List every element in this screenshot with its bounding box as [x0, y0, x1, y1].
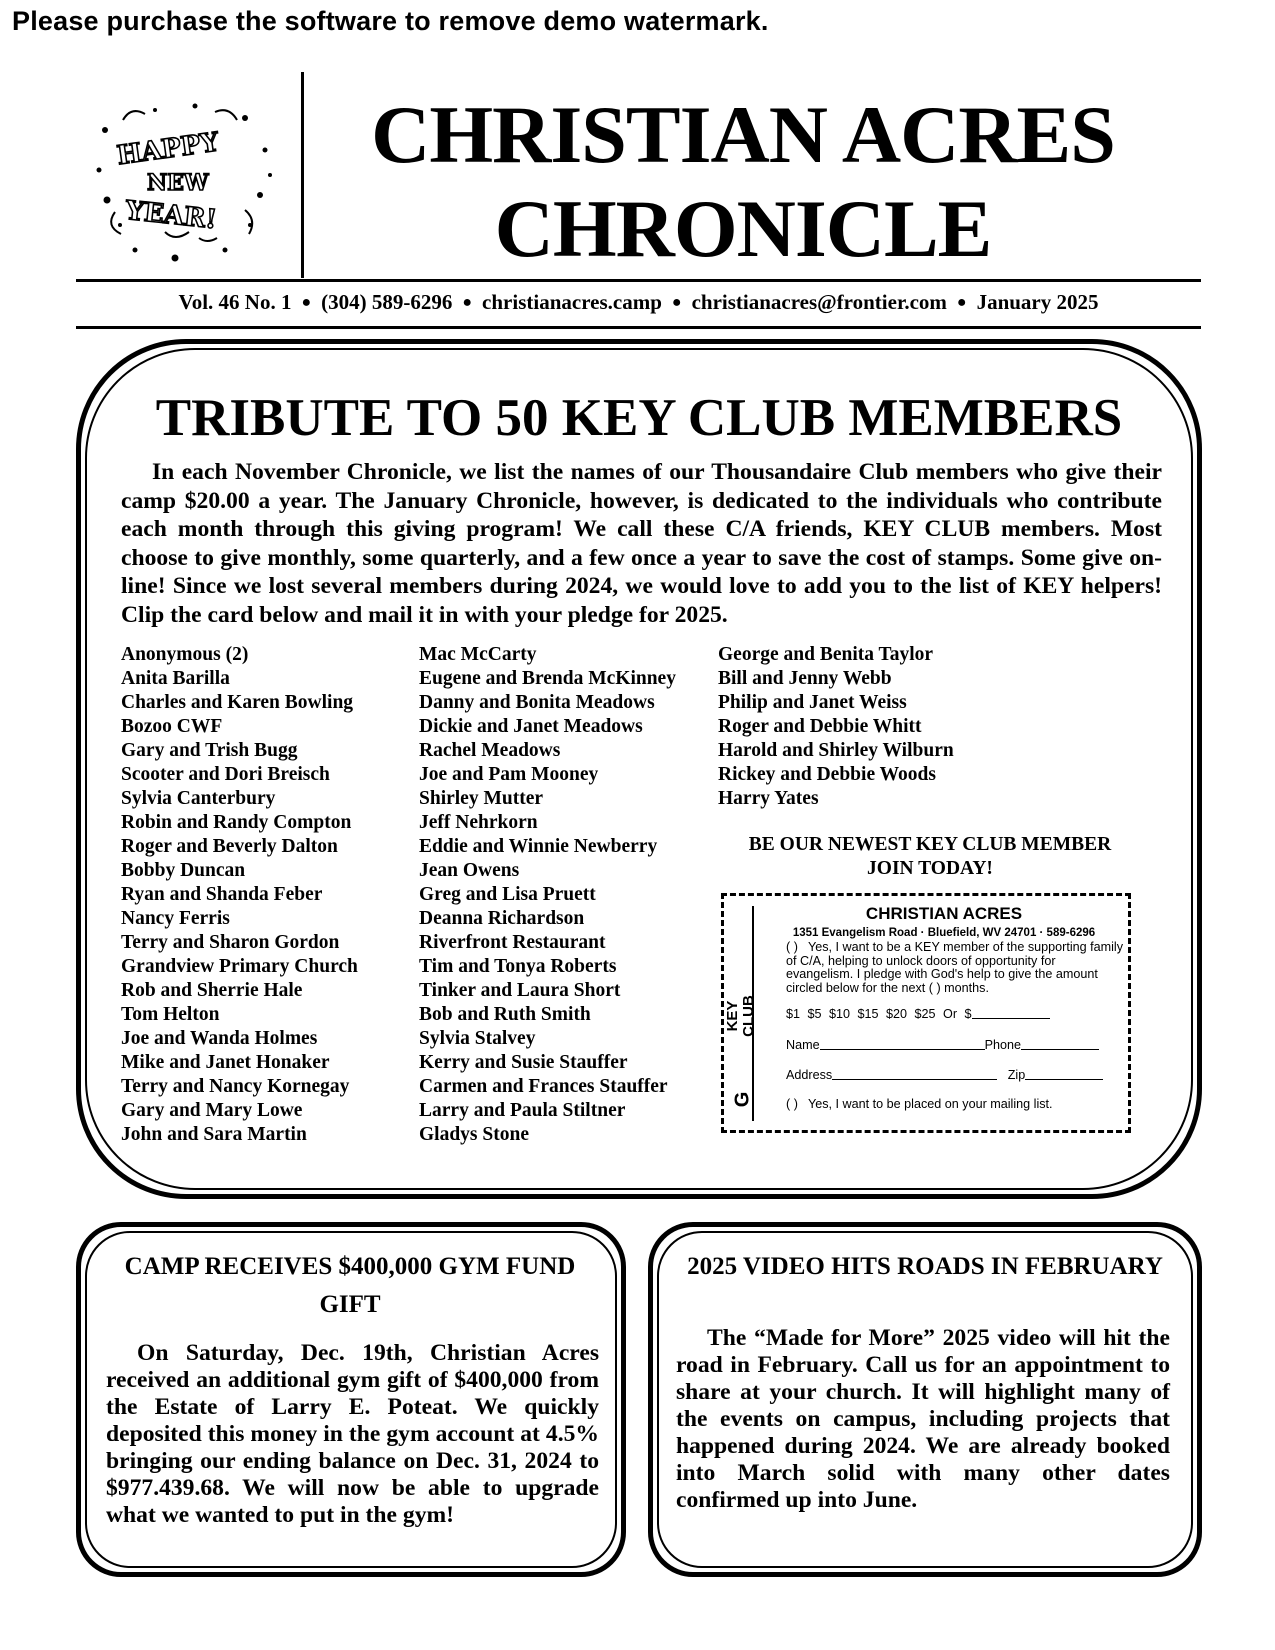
member-name: Carmen and Frances Stauffer	[419, 1076, 668, 1097]
member-name: John and Sara Martin	[121, 1124, 307, 1145]
mailing-text: Yes, I want to be placed on your mailing list.	[808, 1097, 1053, 1111]
svg-text:NEW: NEW	[147, 170, 209, 196]
member-name: Joe and Pam Mooney	[419, 764, 599, 785]
happy-new-year-logo	[95, 100, 275, 265]
member-name: Rickey and Debbie Woods	[718, 764, 936, 785]
tribute-intro: In each November Chronicle, we list the names of our Thousandaire Club members who give their camp $20.00 a year. The January Chronicle, however, is dedicated to the individuals who contribute each month through this giving program! We call these C/A friends, KEY CLUB members. Most choose to give monthly, some quarterly, and a few once a year to save the cost of stamps. Some give on-line! Since we lost several members during 2024, we would love to add you to the list of KEY helpers! Clip the card below and mail it in with your pledge for 2025.	[121, 459, 1162, 628]
names-column-1	[121, 643, 358, 1147]
address-zip-row	[786, 1067, 1124, 1082]
member-name: Eugene and Brenda McKinney	[419, 668, 676, 689]
bullet-icon: ●	[301, 294, 312, 311]
phone-field[interactable]	[1021, 1037, 1099, 1050]
bullet-icon: ●	[462, 294, 473, 311]
names-column-3	[718, 643, 954, 811]
rule-bottom	[76, 326, 1201, 329]
demo-watermark: Please purchase the software to remove demo watermark.	[12, 6, 769, 36]
issue-email: christianacres@frontier.com	[691, 290, 947, 314]
names-column-2	[419, 643, 676, 1147]
member-name: Tim and Tonya Roberts	[419, 956, 617, 977]
member-name: Tinker and Laura Short	[419, 980, 621, 1001]
member-name: Roger and Beverly Dalton	[121, 836, 338, 857]
masthead-title-line1: CHRISTIAN ACRES	[371, 89, 1115, 180]
video-title: 2025 VIDEO HITS ROADS IN FEBRUARY	[687, 1253, 1163, 1280]
member-name: Rachel Meadows	[419, 740, 561, 761]
key-club-side-label	[725, 981, 757, 1051]
address-label: Address	[786, 1068, 833, 1082]
side-label-club: CLUB	[740, 995, 757, 1037]
member-name: Nancy Ferris	[121, 908, 230, 929]
member-name: Roger and Debbie Whitt	[718, 716, 922, 737]
pledge-checkbox[interactable]: ( )	[786, 940, 798, 954]
masthead-title-line2: CHRONICLE	[494, 183, 992, 274]
member-name: Dickie and Janet Meadows	[419, 716, 643, 737]
member-name: Philip and Janet Weiss	[718, 692, 907, 713]
member-name: George and Benita Taylor	[718, 644, 934, 665]
member-name: Gary and Trish Bugg	[121, 740, 298, 761]
issue-info-line	[76, 290, 1201, 315]
name-field[interactable]	[820, 1037, 985, 1050]
member-name: Terry and Nancy Kornegay	[121, 1076, 350, 1097]
member-name: Grandview Primary Church	[121, 956, 358, 977]
tribute-title: TRIBUTE TO 50 KEY CLUB MEMBERS	[155, 389, 1123, 447]
member-name: Eddie and Winnie Newberry	[419, 836, 658, 857]
member-name: Jean Owens	[419, 860, 520, 881]
issue-volume: Vol. 46 No. 1	[178, 290, 292, 314]
bullet-icon: ●	[671, 294, 682, 311]
member-name: Bobby Duncan	[121, 860, 246, 881]
key-club-pledge-card	[721, 893, 1131, 1133]
member-name: Rob and Sherrie Hale	[121, 980, 303, 1001]
member-name: Bob and Ruth Smith	[419, 1004, 591, 1025]
pledge-text: Yes, I want to be a KEY member of the supporting family of C/A, helping to unlock doors of opportunity for evangelism. I pledge with God's help to give the amount circled below for the next ( ) months.	[786, 940, 1124, 995]
pledge-statement	[786, 941, 1124, 995]
member-name: Harold and Shirley Wilburn	[718, 740, 954, 761]
address-field[interactable]	[832, 1067, 997, 1080]
member-name: Larry and Paula Stiltner	[419, 1100, 626, 1121]
member-name: Jeff Nehrkorn	[419, 812, 538, 833]
member-name: Sylvia Stalvey	[419, 1028, 536, 1049]
member-name: Riverfront Restaurant	[419, 932, 606, 953]
issue-date: January 2025	[976, 290, 1099, 314]
name-phone-row	[786, 1037, 1124, 1052]
rule-top	[76, 279, 1201, 282]
member-name: Greg and Lisa Pruett	[419, 884, 596, 905]
member-name: Deanna Richardson	[419, 908, 585, 929]
card-title: CHRISTIAN ACRES	[865, 904, 1023, 923]
pledge-amounts	[786, 1006, 1124, 1021]
side-label-key: KEY	[724, 1000, 741, 1032]
zip-label: Zip	[1007, 1068, 1026, 1082]
phone-label: Phone	[984, 1038, 1022, 1052]
member-name: Charles and Karen Bowling	[121, 692, 354, 713]
cta-line-1: BE OUR NEWEST KEY CLUB MEMBER	[748, 834, 1112, 855]
gym-gift-text: On Saturday, Dec. 19th, Christian Acres received an additional gym gift of $400,000 from the Estate of Larry E. Poteat. We quickly deposited this money in the gym account at 4.5% bringing our ending balance on Dec. 31, 2024 to $977.439.68. We will now be able to upgrade what we wanted to put in the gym!	[106, 1340, 599, 1528]
amounts-list: $1 $5 $10 $15 $20 $25 Or $	[786, 1007, 972, 1021]
member-name: Gary and Mary Lowe	[121, 1100, 303, 1121]
issue-website: christianacres.camp	[482, 290, 662, 314]
card-address: 1351 Evangelism Road · Bluefield, WV 24701 · 589-6296	[792, 927, 1096, 939]
svg-text:YEAR!: YEAR!	[124, 195, 219, 236]
member-name: Robin and Randy Compton	[121, 812, 352, 833]
member-name: Harry Yates	[718, 788, 819, 809]
member-name: Sylvia Canterbury	[121, 788, 276, 809]
member-name: Scooter and Dori Breisch	[121, 764, 330, 785]
masthead-title	[318, 88, 1168, 276]
member-name: Gladys Stone	[419, 1124, 529, 1145]
member-name: Ryan and Shanda Feber	[121, 884, 323, 905]
member-name: Joe and Wanda Holmes	[121, 1028, 318, 1049]
member-name: Kerry and Susie Stauffer	[419, 1052, 628, 1073]
member-name: Danny and Bonita Meadows	[419, 692, 655, 713]
member-name: Bozoo CWF	[121, 716, 223, 737]
other-amount-field[interactable]	[972, 1006, 1050, 1019]
zip-field[interactable]	[1025, 1067, 1103, 1080]
member-name: Bill and Jenny Webb	[718, 668, 892, 689]
member-name: Tom Helton	[121, 1004, 220, 1025]
member-name: Anonymous (2)	[121, 644, 249, 665]
mailing-checkbox[interactable]: ( )	[786, 1097, 798, 1111]
member-name: Mike and Janet Honaker	[121, 1052, 330, 1073]
gym-gift-title: CAMP RECEIVES $400,000 GYM FUND GIFT	[124, 1253, 576, 1318]
member-name: Mac McCarty	[419, 644, 537, 665]
key-icon: G	[731, 1091, 754, 1108]
key-club-call-to-action	[710, 833, 1150, 881]
bullet-icon: ●	[956, 294, 967, 311]
cta-line-2: JOIN TODAY!	[867, 858, 993, 879]
member-name: Terry and Sharon Gordon	[121, 932, 340, 953]
member-name: Anita Barilla	[121, 668, 230, 689]
svg-text:HAPPY: HAPPY	[115, 127, 221, 172]
mailing-list-row	[786, 1097, 1124, 1111]
issue-phone: (304) 589-6296	[321, 290, 453, 314]
member-name: Shirley Mutter	[419, 788, 544, 809]
masthead-divider	[301, 72, 304, 278]
video-text: The “Made for More” 2025 video will hit the road in February. Call us for an appointment to share at your church. It will highlight many of the events on campus, including projects that happened during 2024. We are already booked into March solid with many other dates confirmed up into June.	[676, 1325, 1170, 1513]
name-label: Name	[786, 1038, 820, 1052]
